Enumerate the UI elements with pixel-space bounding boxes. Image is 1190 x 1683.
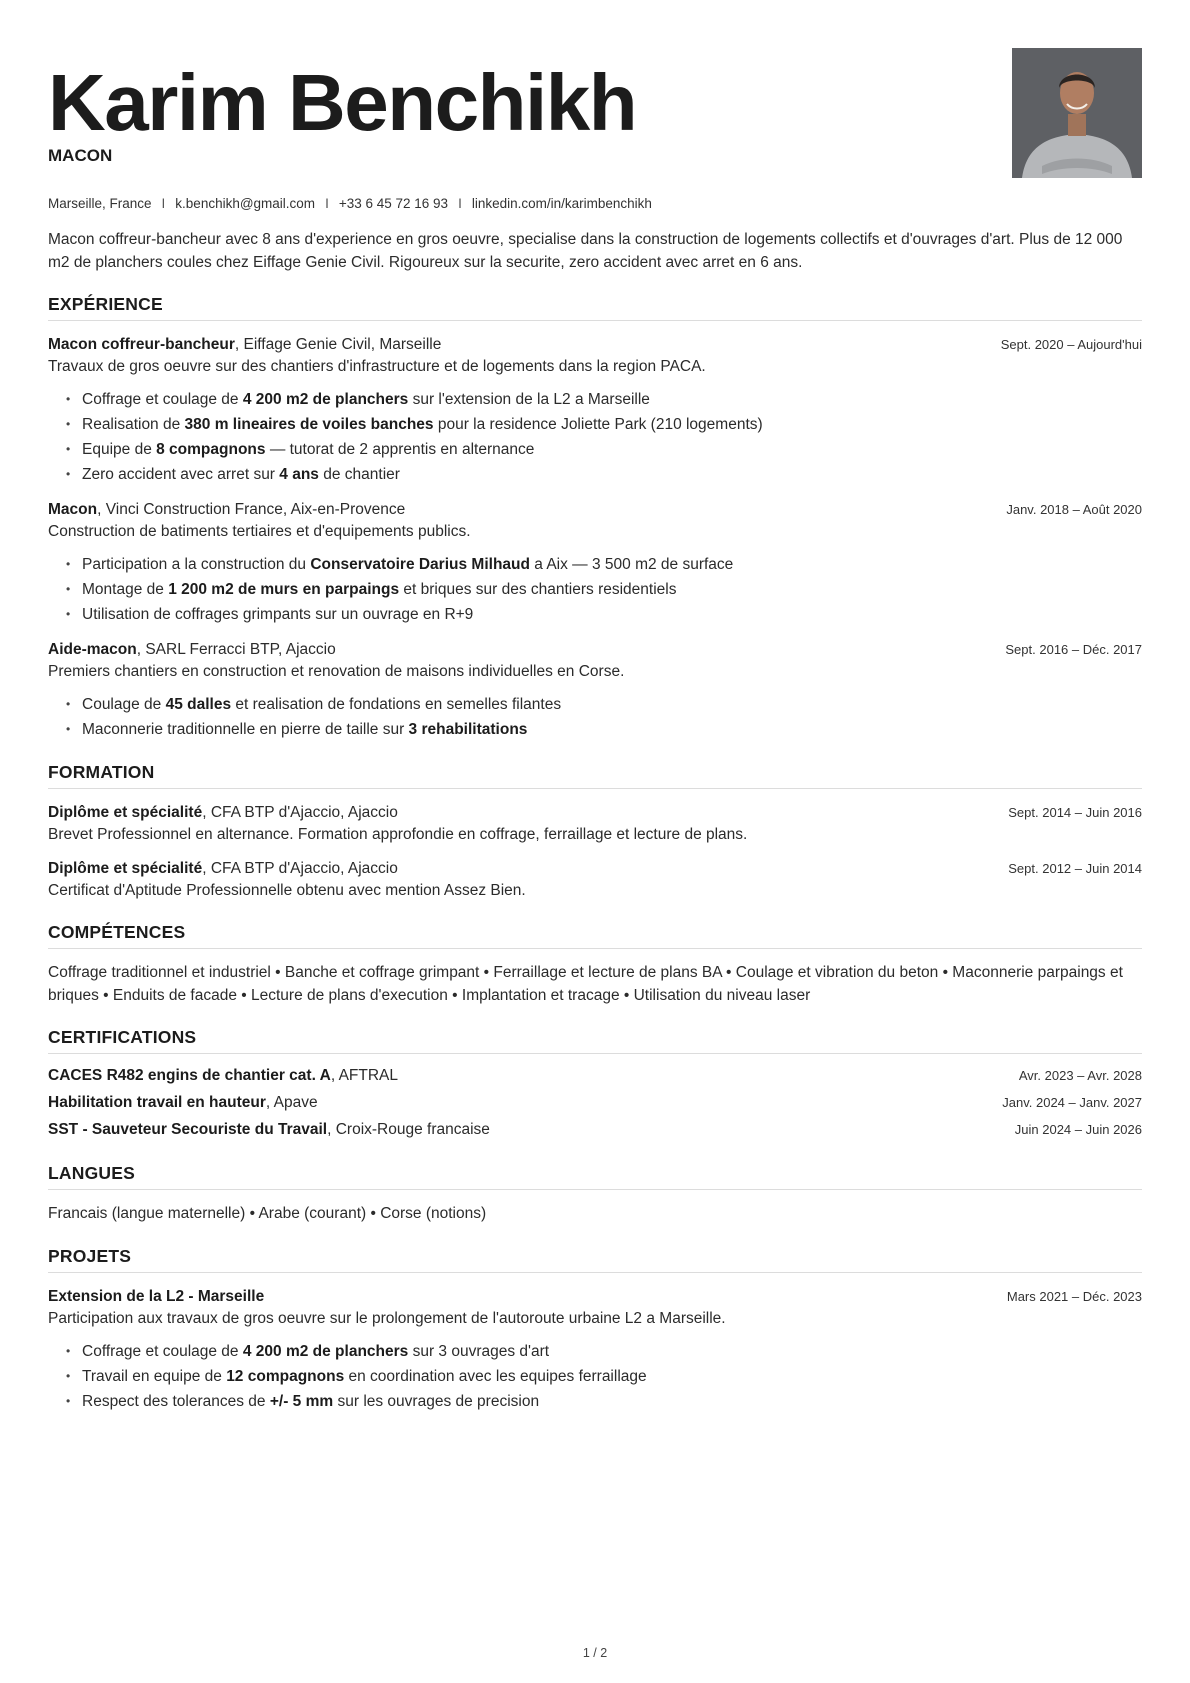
bullet-item: • Maconnerie traditionnelle en pierre de taille sur 3 rehabilitations [66, 717, 1142, 742]
bullet-item: • Equipe de 8 compagnons — tutorat de 2 apprentis en alternance [66, 437, 1142, 462]
contact-linkedin[interactable]: linkedin.com/in/karimbenchikh [471, 196, 652, 211]
languages-list: Francais (langue maternelle) • Arabe (courant) • Corse (notions) [48, 1205, 487, 1222]
experience-heading [48, 639, 336, 661]
certification-date: Janv. 2024 – Janv. 2027 [1002, 1095, 1142, 1110]
contact-phone[interactable]: +33 6 45 72 16 93 [338, 196, 449, 211]
profile-photo [1012, 48, 1142, 178]
bullet-item: • Coffrage et coulage de 4 200 m2 de planchers sur l'extension de la L2 a Marseille [66, 387, 1142, 412]
experience-bullets [48, 552, 1142, 627]
certification-name: SST - Sauveteur Secouriste du Travail [48, 1121, 328, 1138]
experience-org: , Vinci Construction France, Aix-en-Provence [97, 501, 406, 518]
contact-email[interactable]: k.benchikh@gmail.com [175, 196, 316, 211]
certification-org: , Apave [265, 1094, 318, 1111]
job-title: MACON [48, 146, 113, 165]
bullet-item: • Zero accident avec arret sur 4 ans de chantier [66, 462, 1142, 487]
experience-description: Travaux de gros oeuvre sur des chantiers d'infrastructure et de logements dans la region PACA. [48, 358, 706, 375]
certification-org: , Croix-Rouge francaise [327, 1121, 490, 1138]
education-description: Certificat d'Aptitude Professionnelle obtenu avec mention Assez Bien. [48, 882, 526, 899]
candidate-name: Karim Benchikh [48, 58, 637, 147]
certification-item [48, 1062, 1142, 1089]
experience-org: , Eiffage Genie Civil, Marseille [234, 336, 442, 353]
experience-date: Sept. 2020 – Aujourd'hui [1000, 337, 1142, 352]
page-number: 1 / 2 [582, 1646, 608, 1660]
project-entry [48, 1286, 1142, 1414]
certification-name: Habilitation travail en hauteur [48, 1094, 266, 1111]
education-heading [48, 858, 398, 880]
experience-entry [48, 639, 1142, 742]
experience-date: Janv. 2018 – Août 2020 [1006, 502, 1142, 517]
experience-heading [48, 499, 405, 521]
bullet-item: • Respect des tolerances de +/- 5 mm sur les ouvrages de precision [66, 1389, 1142, 1414]
section-title-certifications: CERTIFICATIONS [48, 1027, 1142, 1054]
section-title-education: FORMATION [48, 762, 1142, 789]
contact-separator: I [161, 196, 166, 211]
section-title-experience: EXPÉRIENCE [48, 294, 1142, 321]
certification-item [48, 1089, 1142, 1116]
contact-separator: I [458, 196, 462, 211]
education-degree: Diplôme et spécialité [48, 804, 203, 821]
skills-section [48, 922, 1142, 1007]
section-title-skills: COMPÉTENCES [48, 922, 1142, 949]
education-description: Brevet Professionnel en alternance. Formation approfondie en coffrage, ferraillage et lecture de plans. [48, 826, 748, 843]
education-heading [48, 802, 398, 824]
contact-location: Marseille, France [48, 196, 152, 211]
experience-bullets [48, 387, 1142, 487]
experience-org: , SARL Ferracci BTP, Ajaccio [136, 641, 336, 658]
experience-entry [48, 334, 1142, 487]
bullet-item: • Utilisation de coffrages grimpants sur un ouvrage en R+9 [66, 602, 1142, 627]
person-photo-icon [1012, 48, 1142, 178]
certification-date: Avr. 2023 – Avr. 2028 [1018, 1068, 1142, 1083]
experience-description: Construction de batiments tertiaires et d'equipements publics. [48, 523, 471, 540]
education-org: , CFA BTP d'Ajaccio, Ajaccio [202, 804, 398, 821]
bullet-item: • Realisation de 380 m lineaires de voiles banches pour la residence Joliette Park (210 logements) [66, 412, 1142, 437]
resume-header [48, 0, 1142, 182]
experience-entry [48, 499, 1142, 627]
education-degree: Diplôme et spécialité [48, 860, 203, 877]
certification-item [48, 1116, 1142, 1143]
project-name: Extension de la L2 - Marseille [48, 1287, 265, 1305]
education-date: Sept. 2012 – Juin 2014 [1008, 861, 1142, 876]
bullet-item: • Montage de 1 200 m2 de murs en parpaings et briques sur des chantiers residentiels [66, 577, 1142, 602]
section-title-languages: LANGUES [48, 1163, 1142, 1190]
bullet-item: • Participation a la construction du Conservatoire Darius Milhaud a Aix — 3 500 m2 de surface [66, 552, 1142, 577]
project-bullets [48, 1339, 1142, 1414]
experience-description: Premiers chantiers en construction et renovation de maisons individuelles en Corse. [48, 663, 625, 680]
education-org: , CFA BTP d'Ajaccio, Ajaccio [202, 860, 398, 877]
experience-date: Sept. 2016 – Déc. 2017 [1005, 642, 1142, 657]
contact-line [48, 196, 1142, 211]
certification-org: , AFTRAL [330, 1067, 399, 1084]
experience-role: Macon [48, 501, 98, 518]
education-entry [48, 802, 1142, 846]
project-date: Mars 2021 – Déc. 2023 [1006, 1288, 1142, 1304]
experience-section [48, 294, 1142, 742]
certification-name: CACES R482 engins de chantier cat. A [48, 1067, 331, 1084]
education-entry [48, 858, 1142, 902]
experience-heading [48, 334, 441, 356]
languages-section [48, 1163, 1142, 1226]
projects-section [48, 1246, 1142, 1414]
education-date: Sept. 2014 – Juin 2016 [1008, 805, 1142, 820]
bullet-item: • Travail en equipe de 12 compagnons en coordination avec les equipes ferraillage [66, 1364, 1142, 1389]
education-section [48, 762, 1142, 902]
profile-summary: Macon coffreur-bancheur avec 8 ans d'experience en gros oeuvre, specialise dans la construction de logements collectifs et d'ouvrages d'art. Plus de 12 000 m2 de planchers coules chez Eiffage Genie Civil. Rigoureux sur la securite, zero accident avec arret en 6 ans. [48, 231, 1123, 271]
contact-separator: I [325, 196, 329, 211]
section-title-projects: PROJETS [48, 1246, 1142, 1273]
certifications-section [48, 1027, 1142, 1143]
certification-date: Juin 2024 – Juin 2026 [1014, 1122, 1142, 1137]
bullet-item: • Coulage de 45 dalles et realisation de fondations en semelles filantes [66, 692, 1142, 717]
experience-role: Aide-macon [48, 641, 137, 658]
bullet-item: • Coffrage et coulage de 4 200 m2 de planchers sur 3 ouvrages d'art [66, 1339, 1142, 1364]
experience-bullets [48, 692, 1142, 742]
experience-role: Macon coffreur-bancheur [48, 336, 235, 353]
skills-list: Coffrage traditionnel et industriel • Banche et coffrage grimpant • Ferraillage et lecture de plans BA • Coulage et vibration du beton • Maconnerie parpaings et briques • Enduits de facade • Lecture de plans d'execution • Implantation et tracage • Utilisation du niveau laser [48, 964, 1123, 1004]
project-description: Participation aux travaux de gros oeuvre sur le prolongement de l'autoroute urbaine L2 a Marseille. [48, 1309, 726, 1327]
